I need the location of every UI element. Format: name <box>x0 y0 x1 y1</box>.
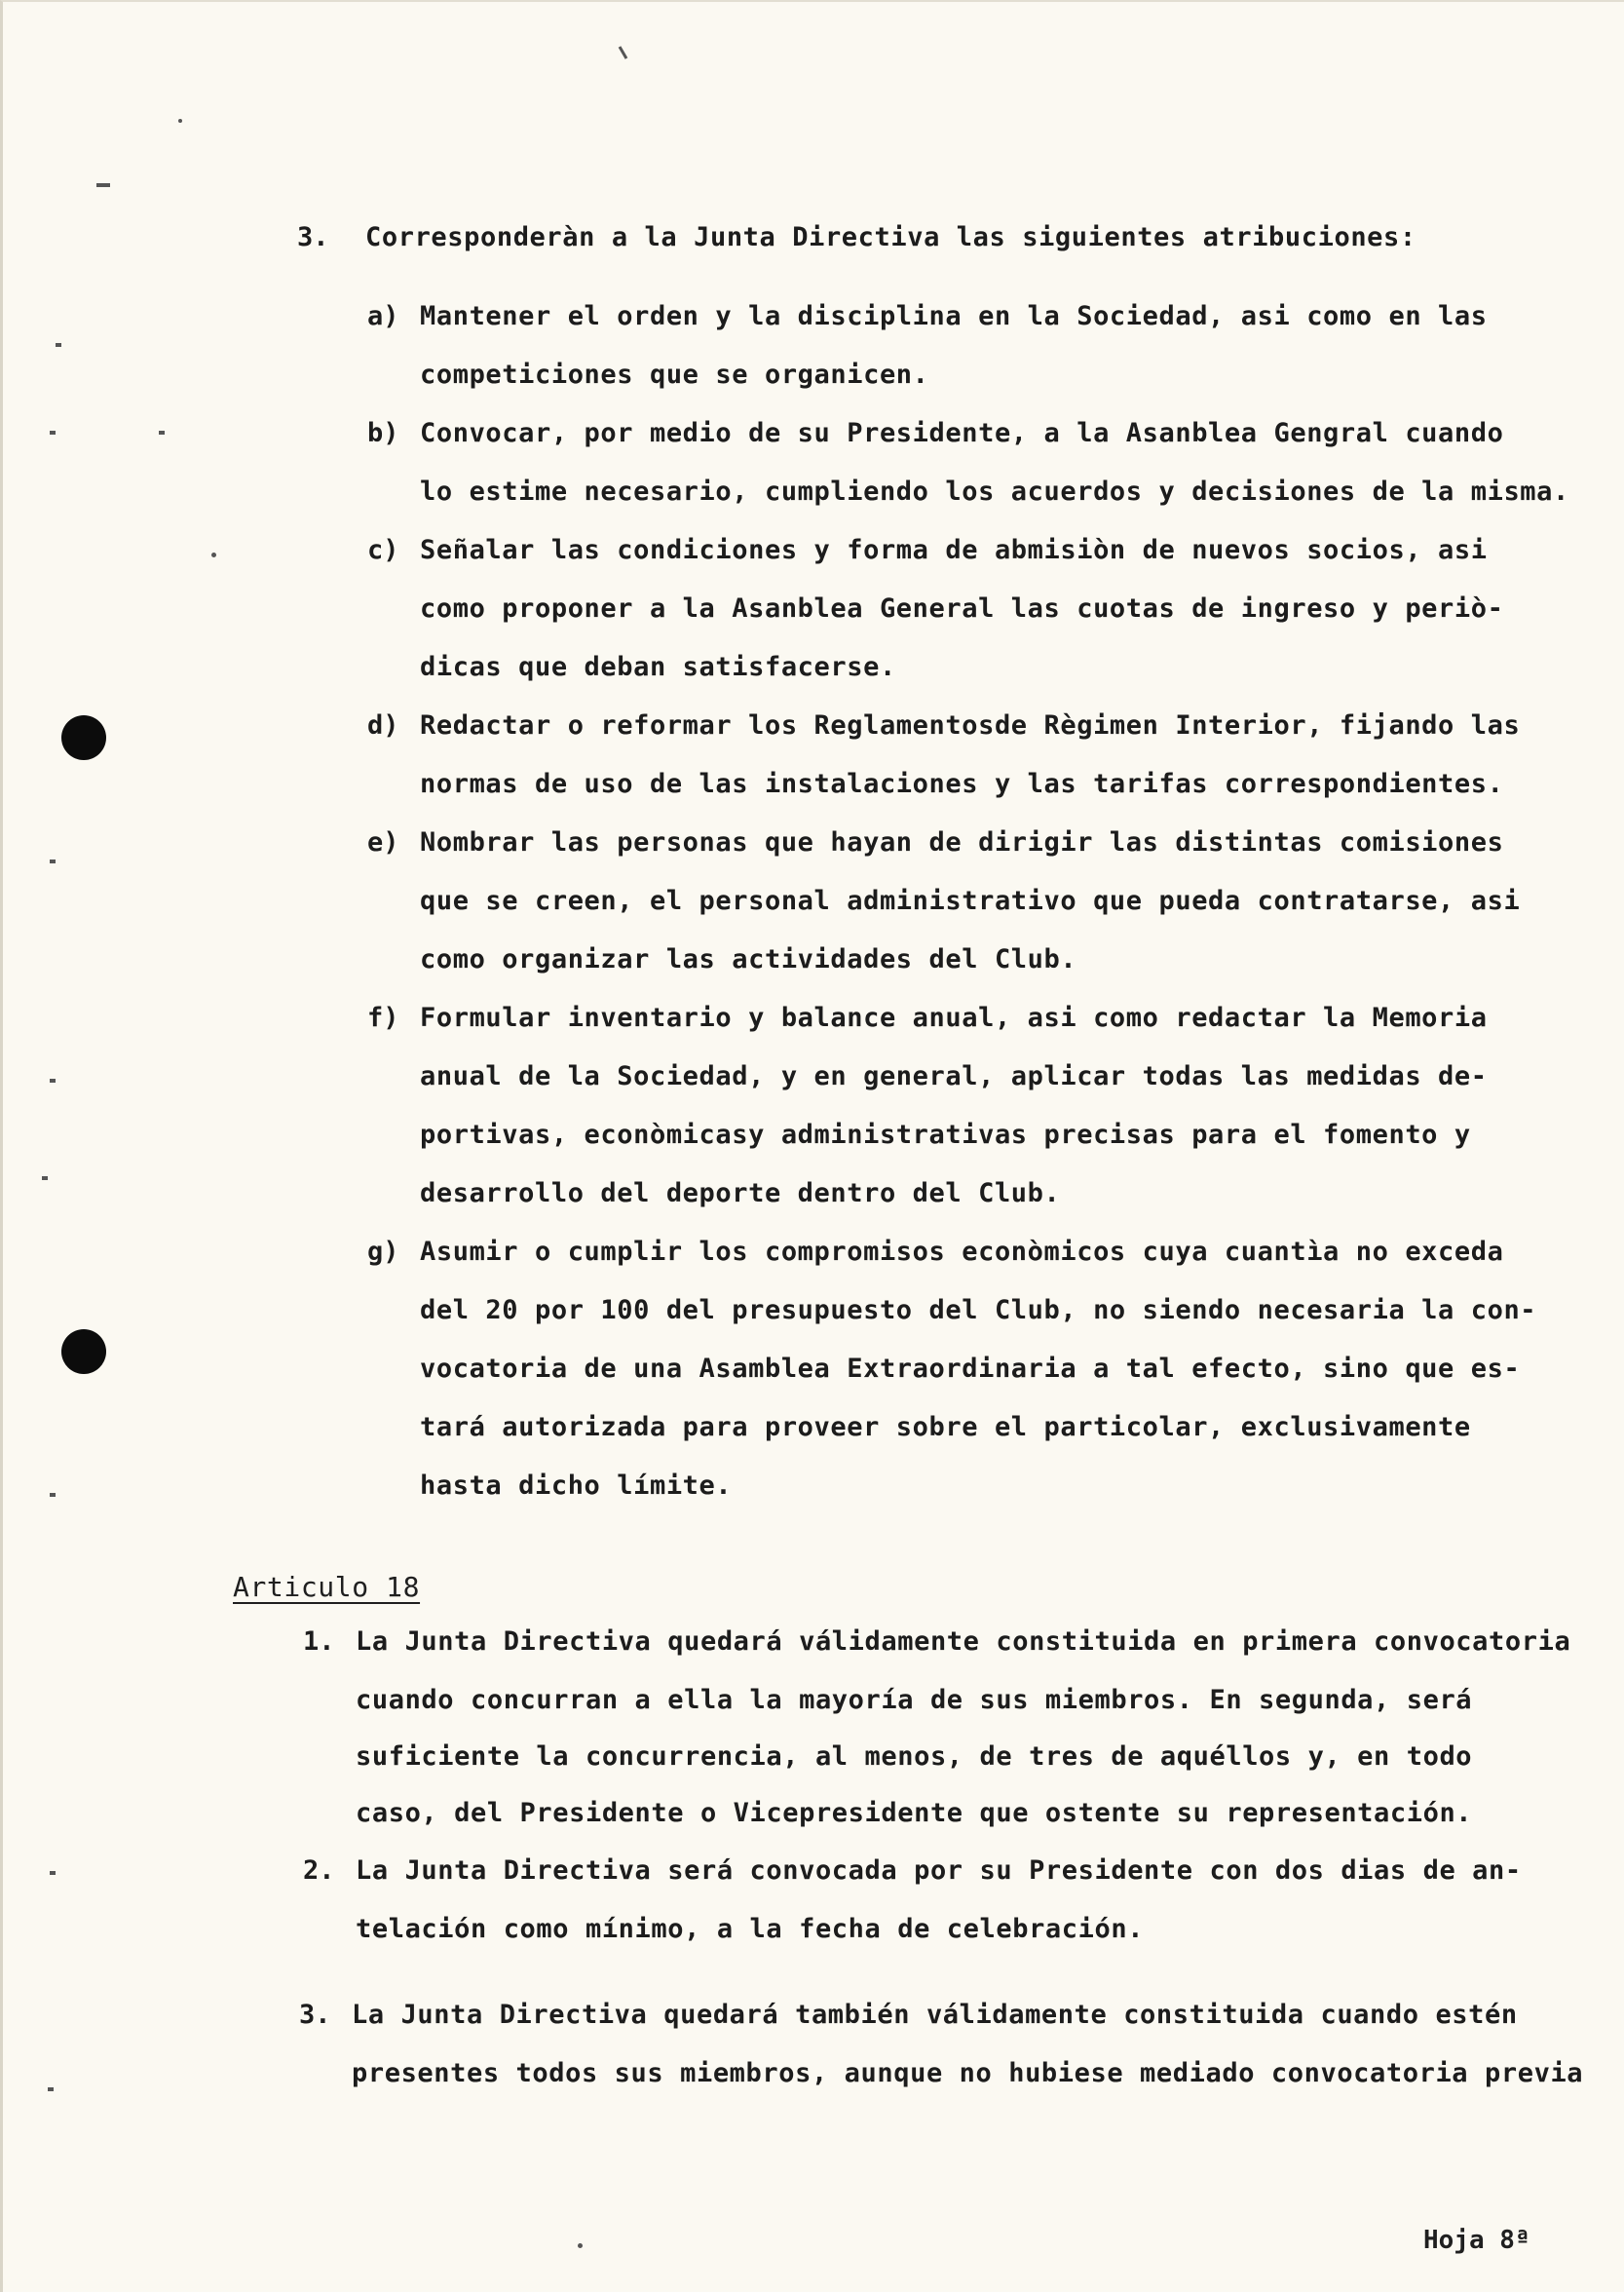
item-line: portivas, econòmicasy administrativas precisas para el fomento y <box>420 1120 1471 1150</box>
article-heading: Articulo 18 <box>233 1571 421 1603</box>
item-line: dicas que deban satisfacerse. <box>420 652 896 682</box>
item-line: vocatoria de una Asamblea Extraordinaria a tal efecto, sino que es- <box>420 1354 1521 1384</box>
item-line: Redactar o reformar los Reglamentosde Règimen Interior, fijando las <box>420 710 1521 741</box>
item-line: que se creen, el personal administrativo que pueda contratarse, asi <box>420 886 1521 916</box>
margin-mark <box>211 553 216 557</box>
section-number: 3. <box>297 222 329 252</box>
item-label: e) <box>367 827 399 858</box>
page-number: Hoja 8ª <box>1423 2226 1530 2255</box>
item-line: Mantener el orden y la disciplina en la Sociedad, asi como en las <box>420 301 1488 331</box>
item-line: Asumir o cumplir los compromisos econòmicos cuya cuantìa no exceda <box>420 1237 1504 1267</box>
margin-mark <box>50 1079 56 1083</box>
paragraph-line: La Junta Directiva será convocada por su Presidente con dos dias de an- <box>356 1855 1522 1886</box>
item-line: Convocar, por medio de su Presidente, a la Asanblea Gengral cuando <box>420 418 1504 448</box>
item-line: desarrollo del deporte dentro del Club. <box>420 1178 1061 1208</box>
margin-mark <box>56 343 61 347</box>
paragraph-line: telación como mínimo, a la fecha de celebración. <box>356 1914 1145 1944</box>
item-label: b) <box>367 418 399 448</box>
margin-mark <box>50 1493 56 1497</box>
item-line: como proponer a la Asanblea General las cuotas de ingreso y periò- <box>420 593 1504 624</box>
item-line: lo estime necesario, cumpliendo los acuerdos y decisiones de la misma. <box>420 477 1569 507</box>
paragraph-line: cuando concurran a ella la mayoría de sus miembros. En segunda, será <box>356 1685 1473 1715</box>
item-label: d) <box>367 710 399 741</box>
paragraph-number: 3. <box>299 2000 331 2030</box>
margin-mark <box>50 1871 56 1875</box>
item-line: Formular inventario y balance anual, asi como redactar la Memoria <box>420 1003 1488 1033</box>
paragraph-line: La Junta Directiva quedará también válidamente constituida cuando estén <box>352 2000 1518 2030</box>
item-label: f) <box>367 1003 399 1033</box>
paragraph-number: 2. <box>303 1855 335 1886</box>
item-line: anual de la Sociedad, y en general, aplicar todas las medidas de- <box>420 1061 1488 1091</box>
item-label: a) <box>367 301 399 331</box>
punch-hole-top <box>61 715 106 760</box>
item-line: Nombrar las personas que hayan de dirigir las distintas comisiones <box>420 827 1504 858</box>
section-intro: Corresponderàn a la Junta Directiva las siguientes atribuciones: <box>365 222 1416 252</box>
punch-hole-bottom <box>61 1329 106 1374</box>
margin-mark <box>178 119 182 123</box>
margin-mark <box>42 1176 48 1180</box>
item-line: normas de uso de las instalaciones y las tarifas correspondientes. <box>420 769 1504 799</box>
paragraph-line: suficiente la concurrencia, al menos, de tres de aquéllos y, en todo <box>356 1741 1473 1772</box>
paragraph-number: 1. <box>303 1626 335 1657</box>
margin-mark <box>578 2243 583 2248</box>
item-label: c) <box>367 535 399 565</box>
item-line: hasta dicho límite. <box>420 1471 733 1501</box>
margin-mark <box>48 2087 54 2091</box>
paragraph-line: caso, del Presidente o Vicepresidente que ostente su representación. <box>356 1798 1473 1828</box>
paragraph-line: La Junta Directiva quedará válidamente constituida en primera convocatoria <box>356 1626 1571 1657</box>
item-line: tará autorizada para proveer sobre el particolar, exclusivamente <box>420 1412 1471 1442</box>
item-line: del 20 por 100 del presupuesto del Club, no siendo necesaria la con- <box>420 1295 1537 1325</box>
margin-mark <box>50 431 56 435</box>
margin-mark <box>50 860 56 863</box>
margin-mark <box>96 183 110 187</box>
margin-mark <box>619 46 628 59</box>
item-label: g) <box>367 1237 399 1267</box>
paragraph-line: presentes todos sus miembros, aunque no hubiese mediado convocatoria previa <box>352 2058 1584 2088</box>
margin-mark <box>159 431 165 435</box>
item-line: competiciones que se organicen. <box>420 360 929 390</box>
item-line: como organizar las actividades del Club. <box>420 944 1077 974</box>
item-line: Señalar las condiciones y forma de abmisiòn de nuevos socios, asi <box>420 535 1488 565</box>
